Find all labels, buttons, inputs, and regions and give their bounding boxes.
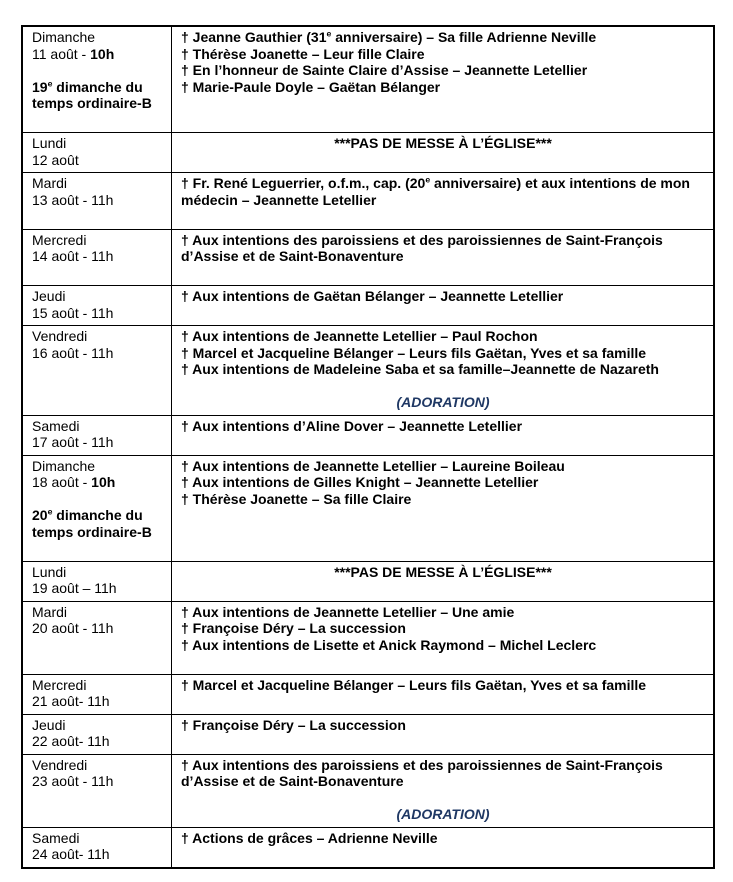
- text-line: Lundi: [32, 135, 67, 151]
- text-line: Lundi: [32, 563, 67, 580]
- intentions-cell: [172, 601, 715, 674]
- date-cell: [22, 229, 172, 286]
- text-line: † Thérèse Joanette – Leur fille Claire: [181, 45, 425, 62]
- text-line: † Actions de grâces – Adrienne Neville: [181, 829, 438, 846]
- table-row: [22, 455, 714, 561]
- intentions-cell: [172, 415, 715, 455]
- text-line: (ADORATION): [396, 806, 490, 822]
- date-cell: [22, 173, 172, 230]
- text-line: † Aux intentions de Lisette et Anick Raymond – Michel Leclerc: [181, 636, 597, 653]
- text-line: † Aux intentions de Jeannette Letellier – Paul Rochon: [181, 328, 538, 344]
- date-cell: [22, 827, 172, 868]
- date-cell: [22, 714, 172, 754]
- text-line: Dimanche: [32, 457, 96, 474]
- text-line: [32, 540, 163, 557]
- text-line: 13 août - 11h: [32, 191, 114, 208]
- text-line: 19 août – 11h: [32, 580, 117, 596]
- text-line: [181, 208, 705, 225]
- text-line: (ADORATION): [396, 394, 490, 410]
- table-row: [22, 754, 714, 827]
- text-line: [32, 491, 163, 508]
- text-line: Samedi: [32, 829, 80, 846]
- text-line: † Fr. René Leguerrier, o.f.m., cap. (20e anniversaire) et aux intentions de mon médecin – Jeannette Letellier: [181, 174, 690, 208]
- table-row: [22, 561, 714, 601]
- table-row: [22, 173, 714, 230]
- date-cell: [22, 133, 172, 173]
- text-line: Jeudi: [32, 288, 66, 304]
- text-line: 20 août - 11h: [32, 620, 114, 636]
- table-row: [22, 674, 714, 714]
- intentions-cell: [172, 827, 715, 868]
- text-line: 15 août - 11h: [32, 304, 114, 321]
- text-line: [181, 790, 705, 807]
- text-line: 12 août: [32, 151, 79, 168]
- text-line: † Thérèse Joanette – Sa fille Claire: [181, 490, 412, 507]
- text-line: Vendredi: [32, 756, 88, 773]
- text-line: [181, 653, 705, 670]
- date-cell: [22, 674, 172, 714]
- mass-schedule-table-body: [22, 26, 714, 868]
- text-line: † Aux intentions de Jeannette Letellier – Une amie: [181, 603, 515, 620]
- table-row: [22, 286, 714, 326]
- text-line: Mercredi: [32, 231, 87, 248]
- text-line: Mercredi: [32, 676, 87, 693]
- text-line: † Aux intentions de Gilles Knight – Jeannette Letellier: [181, 474, 539, 490]
- text-line: † Marie-Paule Doyle – Gaëtan Bélanger: [181, 78, 441, 95]
- text-line: † Jeanne Gauthier (31e anniversaire) – Sa fille Adrienne Neville: [181, 28, 597, 45]
- text-line: † Aux intentions de Madeleine Saba et sa famille–Jeannette de Nazareth: [181, 361, 659, 377]
- table-row: [22, 827, 714, 868]
- table-row: [22, 133, 714, 173]
- intentions-cell: [172, 133, 715, 173]
- date-cell: [22, 326, 172, 416]
- text-line: [32, 62, 163, 79]
- date-cell: [22, 286, 172, 326]
- intentions-cell: [172, 326, 715, 416]
- text-line: † Aux intentions de Gaëtan Bélanger – Jeannette Letellier: [181, 288, 564, 304]
- date-cell: [22, 415, 172, 455]
- text-line: † Aux intentions de Jeannette Letellier – Laureine Boileau: [181, 457, 565, 474]
- text-line: 19e dimanche du temps ordinaire-B: [32, 77, 152, 111]
- text-line: † Marcel et Jacqueline Bélanger – Leurs fils Gaëtan, Yves et sa famille: [181, 344, 647, 361]
- date-cell: [22, 455, 172, 561]
- text-line: [181, 378, 705, 395]
- intentions-cell: [172, 173, 715, 230]
- text-line: 18 août - 10h: [32, 474, 116, 490]
- text-line: † Françoise Déry – La succession: [181, 620, 406, 636]
- intentions-cell: [172, 286, 715, 326]
- text-line: ***PAS DE MESSE À L’ÉGLISE***: [334, 563, 552, 580]
- text-line: Mardi: [32, 175, 68, 191]
- table-row: [22, 229, 714, 286]
- text-line: [32, 112, 163, 129]
- text-line: [181, 733, 705, 750]
- text-line: Dimanche: [32, 29, 96, 45]
- table-row: [22, 326, 714, 416]
- table-row: [22, 601, 714, 674]
- intentions-cell: [172, 754, 715, 827]
- text-line: Mardi: [32, 603, 68, 620]
- text-line: 17 août - 11h: [32, 434, 114, 450]
- text-line: 11 août - 10h: [32, 45, 115, 62]
- text-line: Jeudi: [32, 716, 66, 733]
- date-cell: [22, 754, 172, 827]
- date-cell: [22, 601, 172, 674]
- date-cell: [22, 561, 172, 601]
- text-line: [181, 265, 705, 282]
- text-line: Vendredi: [32, 328, 88, 344]
- date-cell: [22, 26, 172, 133]
- text-line: 21 août- 11h: [32, 693, 110, 709]
- text-line: † Marcel et Jacqueline Bélanger – Leurs fils Gaëtan, Yves et sa famille: [181, 676, 647, 693]
- text-line: † En l’honneur de Sainte Claire d’Assise – Jeannette Letellier: [181, 62, 588, 78]
- text-line: 20e dimanche du temps ordinaire-B: [32, 506, 152, 540]
- text-line: 24 août- 11h: [32, 846, 110, 862]
- intentions-cell: [172, 561, 715, 601]
- text-line: 16 août - 11h: [32, 344, 114, 361]
- text-line: † Aux intentions des paroissiens et des paroissiennes de Saint-François d’Assise et de Saint-Bonaventure: [181, 231, 663, 264]
- table-row: [22, 714, 714, 754]
- text-line: 22 août- 11h: [32, 733, 110, 749]
- text-line: † Aux intentions d’Aline Dover – Jeannette Letellier: [181, 417, 523, 434]
- table-row: [22, 415, 714, 455]
- intentions-cell: [172, 674, 715, 714]
- text-line: Samedi: [32, 417, 80, 434]
- text-line: † Françoise Déry – La succession: [181, 716, 406, 733]
- text-line: ***PAS DE MESSE À L’ÉGLISE***: [334, 135, 552, 151]
- text-line: 14 août - 11h: [32, 248, 114, 264]
- intentions-cell: [172, 229, 715, 286]
- intentions-cell: [172, 455, 715, 561]
- mass-schedule-table: [21, 25, 715, 869]
- intentions-cell: [172, 26, 715, 133]
- table-row: [22, 26, 714, 133]
- intentions-cell: [172, 714, 715, 754]
- text-line: 23 août - 11h: [32, 773, 114, 789]
- text-line: † Aux intentions des paroissiens et des paroissiennes de Saint-François d’Assise et de Saint-Bonaventure: [181, 756, 663, 789]
